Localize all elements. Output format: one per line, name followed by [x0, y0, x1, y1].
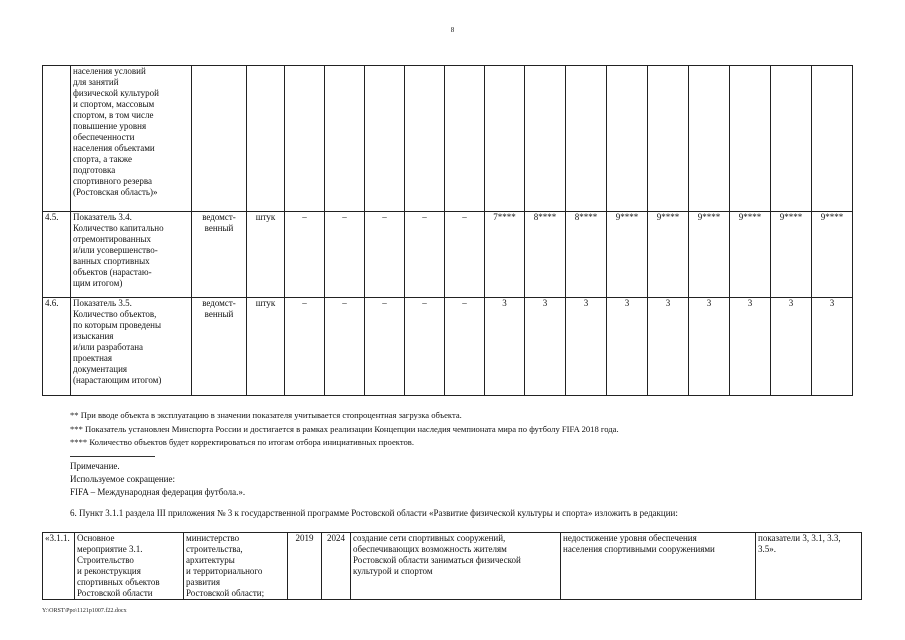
remark-line: Используемое сокращение:: [70, 474, 175, 484]
footnote: *** Показатель установлен Минспорта России и достигается в рамках реализации Концепции наследия чемпионата мира по футболу FIFA 2018 года.: [70, 423, 619, 434]
value-cell: 3: [607, 298, 648, 396]
start-year: 2019: [288, 533, 322, 600]
value-cell: 3: [812, 298, 853, 396]
value-cell: –: [365, 298, 405, 396]
value-cell: 3: [648, 298, 689, 396]
event-executor: министерство строительства, архитектуры и территориального развития Ростовской области;: [184, 533, 288, 600]
value-cell: 9****: [812, 212, 853, 298]
remark-block: [70, 460, 245, 499]
table-row-continuation: [43, 66, 853, 212]
footnote-divider: [70, 456, 155, 457]
footnotes: [70, 409, 619, 450]
value-cell: 3: [689, 298, 730, 396]
value-cell: 8****: [525, 212, 566, 298]
expected-result: создание сети спортивных сооружений, обеспечивающих возможность жителям Ростовской области заниматься физической культурой и спортом: [351, 533, 561, 600]
end-year: 2024: [322, 533, 351, 600]
table-row: [43, 212, 853, 298]
related-indicators: показатели 3, 3.1, 3.3, 3.5».: [756, 533, 862, 600]
value-cell: –: [365, 212, 405, 298]
continuation-text: населения условий для занятий физической культурой и спортом, массовым спортом, в том числе повышение уровня обеспеченности населения объектами спорта, а также подготовка спортивного резерва (Ростовская область)»: [71, 66, 192, 212]
value-cell: –: [285, 298, 325, 396]
value-cell: 9****: [648, 212, 689, 298]
footnote: ** При вводе объекта в эксплуатацию в значении показателя учитывается стопроцентная загрузка объекта.: [70, 410, 462, 420]
value-cell: –: [445, 298, 485, 396]
event-name: Основное мероприятие 3.1. Строительство и реконструкция спортивных объектов Ростовской области: [75, 533, 184, 600]
value-cell: –: [325, 298, 365, 396]
unit: штук: [247, 212, 285, 298]
indicator-type: ведомст- венный: [192, 298, 247, 396]
value-cell: –: [285, 212, 325, 298]
value-cell: 3: [730, 298, 771, 396]
item-6-paragraph: 6. Пункт 3.1.1 раздела III приложения № 3 к государственной программе Ростовской области «Развитие физической культуры и спорта» изложить в редакции:: [70, 508, 678, 518]
non-fulfillment-consequence: недостижение уровня обеспечения населения спортивными сооружениями: [561, 533, 756, 600]
footnote: **** Количество объектов будет корректироваться по итогам отбора инициативных проектов.: [70, 437, 414, 447]
indicator-type: ведомст- венный: [192, 212, 247, 298]
value-cell: 9****: [771, 212, 812, 298]
value-cell: 9****: [730, 212, 771, 298]
value-cell: 3: [566, 298, 607, 396]
table-row: [43, 298, 853, 396]
file-path-footer: Y:\ORST\Ppo\1121p1007.f22.docx: [42, 608, 127, 614]
value-cell: –: [405, 212, 445, 298]
value-cell: 9****: [607, 212, 648, 298]
indicators-table: [42, 65, 853, 396]
remark-title: Примечание.: [70, 461, 120, 471]
unit: штук: [247, 298, 285, 396]
indicator-name: Показатель 3.5. Количество объектов, по которым проведены изыскания и/или разработана проектная документация (нарастающим итогом): [71, 298, 192, 396]
remark-line: FIFA – Международная федерация футбола.».: [70, 487, 246, 497]
row-number: 4.5.: [43, 212, 71, 298]
events-table: [42, 532, 862, 600]
indicator-name: Показатель 3.4. Количество капитально отремонтированных и/или усовершенство- ванных спортивных объектов (нарастаю- щим итогом): [71, 212, 192, 298]
value-cell: 3: [485, 298, 525, 396]
table-row: [43, 533, 862, 600]
event-number: «3.1.1.: [43, 533, 75, 600]
value-cell: 3: [525, 298, 566, 396]
value-cell: –: [445, 212, 485, 298]
value-cell: 9****: [689, 212, 730, 298]
value-cell: 7****: [485, 212, 525, 298]
value-cell: –: [405, 298, 445, 396]
value-cell: 8****: [566, 212, 607, 298]
page-number: 8: [450, 26, 455, 34]
value-cell: –: [325, 212, 365, 298]
row-number: 4.6.: [43, 298, 71, 396]
value-cell: 3: [771, 298, 812, 396]
